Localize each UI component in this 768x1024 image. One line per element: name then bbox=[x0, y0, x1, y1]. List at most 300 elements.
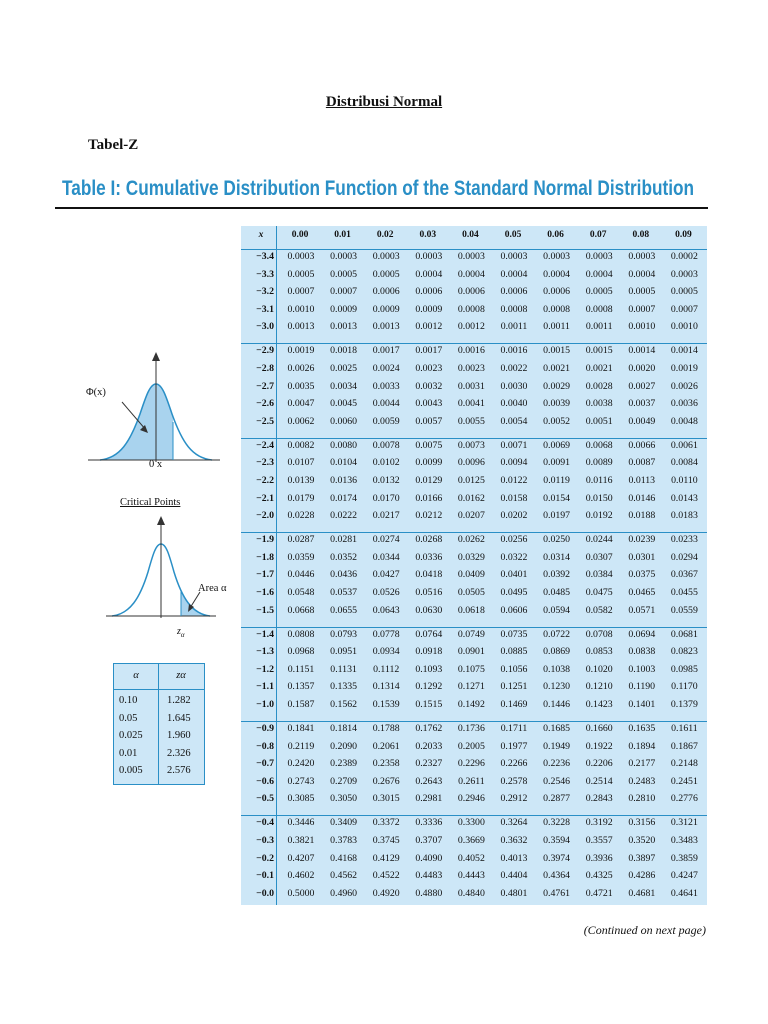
z-table-cell: 0.0068 bbox=[585, 439, 613, 451]
z-table-cell: 0.0143 bbox=[670, 492, 698, 504]
z-table-row bbox=[241, 492, 707, 510]
z-table-cell: 0.0013 bbox=[372, 321, 400, 333]
z-table-cell: 0.1056 bbox=[500, 663, 528, 675]
z-table-cell: 0.0119 bbox=[543, 474, 570, 486]
critical-points-caption: Critical Points bbox=[120, 497, 181, 508]
z-table-cell: 0.2709 bbox=[330, 775, 358, 787]
z-table-cell: 0.0885 bbox=[500, 646, 528, 658]
z-table-cell: 0.3783 bbox=[330, 834, 358, 846]
z-table-cell: 0.0618 bbox=[457, 604, 485, 616]
z-row-label: −1.5 bbox=[256, 604, 274, 616]
z-row-label: −1.6 bbox=[256, 586, 274, 598]
z-table-cell: 0.0087 bbox=[628, 457, 656, 469]
z-table-cell: 0.2451 bbox=[670, 775, 698, 787]
z-table-cell: 0.0427 bbox=[372, 569, 400, 581]
table-heading: Table I: Cumulative Distribution Function of the Standard Normal Distribution bbox=[62, 177, 695, 200]
z-row-label: −2.5 bbox=[256, 415, 274, 427]
z-table-cell: 0.0003 bbox=[457, 251, 485, 262]
z-table-cell: 0.0015 bbox=[585, 345, 613, 357]
z-table-cell: 0.0057 bbox=[415, 415, 443, 427]
z-table-cell: 0.0009 bbox=[330, 303, 358, 315]
z-table-cell: 0.0694 bbox=[628, 628, 656, 640]
z-row-label: −0.3 bbox=[256, 834, 274, 846]
z-table-cell: 0.1635 bbox=[628, 723, 656, 734]
z-table-cell: 0.1515 bbox=[415, 698, 443, 710]
z-table-cell: 0.0035 bbox=[287, 380, 315, 392]
z-row-label: −0.4 bbox=[256, 817, 274, 829]
z-table-cell: 0.1314 bbox=[372, 681, 400, 693]
z-table-cell: 0.4013 bbox=[500, 852, 528, 864]
z-table-cell: 0.0314 bbox=[543, 551, 571, 563]
z-table-cell: 0.0485 bbox=[543, 586, 571, 598]
z-table-cell: 0.0409 bbox=[457, 569, 485, 581]
z-table-cell: 0.0029 bbox=[543, 380, 571, 392]
z-table-row bbox=[241, 439, 707, 457]
z-table-cell: 0.1539 bbox=[372, 698, 400, 710]
z-table-cell: 0.0024 bbox=[372, 362, 400, 374]
critical-alpha-value: 0.025 bbox=[119, 730, 143, 741]
z-table-cell: 0.0005 bbox=[670, 286, 698, 298]
z-table-cell: 0.0668 bbox=[287, 604, 315, 616]
z-row-label: −2.3 bbox=[256, 457, 274, 469]
z-table-cell: 0.0003 bbox=[372, 251, 400, 262]
z-table-cell: 0.0009 bbox=[372, 303, 400, 315]
z-row-label: −1.0 bbox=[256, 698, 274, 710]
z-row-label: −0.5 bbox=[256, 793, 274, 805]
z-table-cell: 0.0073 bbox=[457, 439, 485, 451]
z-table-cell: 0.0166 bbox=[415, 492, 443, 504]
z-table-cell: 0.0096 bbox=[457, 457, 485, 469]
z-table-cell: 0.2327 bbox=[415, 758, 443, 770]
z-table-cell: 0.0004 bbox=[628, 268, 656, 280]
z-table-cell: 0.0010 bbox=[628, 321, 656, 333]
cdf-axis-arrow bbox=[152, 352, 160, 361]
z-table-cell: 0.2643 bbox=[415, 775, 443, 787]
z-table-cell: 0.0043 bbox=[415, 398, 443, 410]
z-table-cell: 0.0526 bbox=[372, 586, 400, 598]
z-table-cell: 0.0051 bbox=[585, 415, 613, 427]
z-table-cell: 0.0446 bbox=[287, 569, 315, 581]
z-table-cell: 0.0985 bbox=[670, 663, 698, 675]
z-row-label: −2.4 bbox=[256, 439, 274, 451]
critical-z-value: 1.282 bbox=[167, 695, 191, 706]
z-table-cell: 0.0019 bbox=[670, 362, 698, 374]
z-table-cell: 0.0548 bbox=[287, 586, 315, 598]
z-table-cell: 0.1093 bbox=[415, 663, 443, 675]
z-table-cell: 0.1841 bbox=[287, 723, 315, 734]
z-table-cell: 0.0150 bbox=[585, 492, 613, 504]
z-table-cell: 0.3156 bbox=[628, 817, 656, 829]
z-table-cell: 0.0060 bbox=[330, 415, 358, 427]
z-table-row bbox=[241, 303, 707, 321]
z-table-row bbox=[241, 869, 707, 887]
z-table-cell: 0.3632 bbox=[500, 834, 528, 846]
z-table-row bbox=[241, 509, 707, 527]
z-row-label: −3.0 bbox=[256, 321, 274, 333]
z-column-header: 0.09 bbox=[675, 230, 692, 240]
z-table-cell: 0.0281 bbox=[330, 534, 358, 546]
z-table-cell: 0.4602 bbox=[287, 870, 315, 882]
critical-z-value: 2.326 bbox=[167, 747, 191, 759]
z-table-cell: 0.1271 bbox=[457, 681, 485, 693]
z-table-cell: 0.0146 bbox=[628, 492, 656, 504]
z-table-cell: 0.0110 bbox=[671, 474, 698, 486]
z-table-cell: 0.2005 bbox=[457, 740, 485, 752]
z-table-cell: 0.2061 bbox=[372, 740, 400, 752]
z-table-cell: 0.0192 bbox=[585, 510, 613, 522]
z-table-cell: 0.0384 bbox=[585, 569, 613, 581]
z-table-cell: 0.1131 bbox=[330, 663, 357, 675]
z-table-cell: 0.3336 bbox=[415, 817, 443, 829]
z-table-cell: 0.0005 bbox=[287, 268, 315, 280]
section-label: Tabel-Z bbox=[88, 137, 139, 153]
critical-axis-arrow bbox=[157, 516, 165, 525]
critical-table-row bbox=[114, 695, 204, 712]
z-table-cell: 0.4404 bbox=[500, 870, 528, 882]
z-row-label: −2.2 bbox=[256, 474, 274, 486]
z-table-block bbox=[241, 627, 707, 716]
z-table-block bbox=[241, 815, 707, 904]
z-table-row bbox=[241, 887, 707, 905]
z-table-row bbox=[241, 380, 707, 398]
z-table-cell: 0.0005 bbox=[585, 286, 613, 298]
z-table-cell: 0.0869 bbox=[543, 646, 571, 658]
z-table-cell: 0.0003 bbox=[287, 251, 315, 262]
z-table-cell: 0.0011 bbox=[500, 321, 528, 333]
z-table-cell: 0.0048 bbox=[670, 415, 698, 427]
critical-z-value: 1.645 bbox=[167, 712, 191, 724]
z-table-cell: 0.0027 bbox=[628, 380, 656, 392]
z-table-cell: 0.0016 bbox=[457, 345, 485, 357]
z-table-cell: 0.0006 bbox=[543, 286, 571, 298]
z-table-cell: 0.2743 bbox=[287, 775, 315, 787]
z-table-cell: 0.0158 bbox=[500, 492, 528, 504]
z-table-cell: 0.2676 bbox=[372, 775, 400, 787]
z-column-header: 0.00 bbox=[291, 230, 309, 240]
z-table-row bbox=[241, 834, 707, 852]
z-table-cell: 0.0116 bbox=[585, 474, 613, 486]
z-table-cell: 0.0207 bbox=[457, 510, 485, 522]
z-table-cell: 0.0582 bbox=[585, 604, 613, 616]
z-table-cell: 0.1292 bbox=[415, 681, 443, 693]
z-row-label: −0.0 bbox=[256, 887, 274, 899]
z-table-cell: 0.3409 bbox=[330, 817, 358, 829]
z-table-row bbox=[241, 722, 707, 740]
z-table-cell: 0.0630 bbox=[415, 604, 443, 616]
z-table-cell: 0.0139 bbox=[287, 474, 315, 486]
z-table-cell: 0.4364 bbox=[543, 870, 571, 882]
z-table-cell: 0.0823 bbox=[670, 646, 698, 658]
z-table-cell: 0.4721 bbox=[585, 887, 613, 899]
z-table-cell: 0.0401 bbox=[500, 569, 528, 581]
z-table-cell: 0.0010 bbox=[670, 321, 698, 333]
z-table-cell: 0.0359 bbox=[287, 551, 315, 563]
z-table-cell: 0.0256 bbox=[500, 534, 528, 546]
z-table-cell: 0.0025 bbox=[330, 362, 358, 374]
z-table-row bbox=[241, 285, 707, 303]
z-table-cell: 0.0107 bbox=[287, 457, 315, 469]
z-table-cell: 0.1003 bbox=[628, 663, 656, 675]
z-table-cell: 0.1660 bbox=[585, 723, 613, 734]
z-table-row bbox=[241, 740, 707, 758]
z-row-label: −2.0 bbox=[256, 510, 274, 522]
z-row-label: −3.2 bbox=[256, 286, 274, 298]
z-table-cell: 0.0003 bbox=[585, 251, 613, 262]
z-table-cell: 0.0778 bbox=[372, 628, 400, 640]
z-table-cell: 0.0059 bbox=[372, 415, 400, 427]
z-table-cell: 0.3936 bbox=[585, 852, 613, 864]
z-table-cell: 0.0301 bbox=[628, 551, 656, 563]
z-table-cell: 0.0217 bbox=[372, 510, 400, 522]
z-table-cell: 0.3669 bbox=[457, 834, 485, 846]
z-table-row bbox=[241, 344, 707, 362]
cdf-axis-label: 0 x bbox=[149, 459, 163, 470]
z-table-cell: 0.1788 bbox=[372, 723, 400, 734]
z-table-cell: 0.0418 bbox=[415, 569, 443, 581]
z-table-cell: 0.0021 bbox=[543, 362, 571, 374]
z-table-cell: 0.0026 bbox=[670, 380, 698, 392]
z-table-cell: 0.4641 bbox=[670, 887, 698, 899]
z-table-cell: 0.0352 bbox=[330, 551, 358, 563]
z-table-cell: 0.1685 bbox=[543, 723, 571, 734]
z-table-cell: 0.0008 bbox=[585, 303, 613, 315]
z-table-cell: 0.1379 bbox=[670, 698, 698, 710]
z-row-label: −3.3 bbox=[256, 268, 274, 280]
z-row-label: −1.1 bbox=[256, 681, 274, 693]
z-table-cell: 0.0287 bbox=[287, 534, 315, 546]
z-table-cell: 0.0008 bbox=[543, 303, 571, 315]
z-table-cell: 0.1894 bbox=[628, 740, 656, 752]
z-table-cell: 0.0007 bbox=[628, 303, 656, 315]
z-row-label: −0.2 bbox=[256, 852, 274, 864]
z-table-cell: 0.0075 bbox=[415, 439, 443, 451]
z-table-cell: 0.0017 bbox=[372, 345, 400, 357]
z-table-cell: 0.0047 bbox=[287, 398, 315, 410]
z-table-cell: 0.0104 bbox=[330, 457, 358, 469]
z-table-cell: 0.0014 bbox=[628, 345, 656, 357]
z-column-header: 0.06 bbox=[547, 230, 564, 240]
z-table-cell: 0.0455 bbox=[670, 586, 698, 598]
z-table-cell: 0.0179 bbox=[287, 492, 315, 504]
z-alpha-sub: α bbox=[180, 631, 185, 639]
z-table-row bbox=[241, 362, 707, 380]
z-table-cell: 0.0136 bbox=[330, 474, 358, 486]
z-table-cell: 0.0034 bbox=[330, 380, 358, 392]
z-table-cell: 0.2483 bbox=[628, 775, 656, 787]
z-table-cell: 0.0011 bbox=[585, 321, 613, 333]
z-table-cell: 0.0003 bbox=[670, 268, 698, 280]
z-table-cell: 0.3015 bbox=[372, 793, 400, 805]
z-table-row bbox=[241, 680, 707, 698]
z-table-cell: 0.0041 bbox=[457, 398, 485, 410]
z-table-cell: 0.2033 bbox=[415, 740, 443, 752]
z-table-cell: 0.3085 bbox=[287, 793, 315, 805]
z-table-row bbox=[241, 415, 707, 433]
z-table-cell: 0.1762 bbox=[415, 723, 443, 734]
z-table-cell: 0.0007 bbox=[670, 303, 698, 315]
z-column-header: 0.03 bbox=[419, 230, 437, 240]
z-table-row bbox=[241, 604, 707, 622]
z-table-cell: 0.4880 bbox=[415, 887, 443, 899]
z-table-cell: 0.0033 bbox=[372, 380, 400, 392]
z-table-cell: 0.3594 bbox=[543, 834, 571, 846]
z-table-cell: 0.0643 bbox=[372, 604, 400, 616]
z-row-label: −0.6 bbox=[256, 775, 274, 787]
z-row-label: −2.6 bbox=[256, 398, 274, 410]
z-table-cell: 0.0559 bbox=[670, 604, 698, 616]
z-table-cell: 0.2877 bbox=[543, 793, 571, 805]
z-table-cell: 0.1469 bbox=[500, 698, 528, 710]
z-table-cell: 0.0054 bbox=[500, 415, 528, 427]
z-table-cell: 0.0901 bbox=[457, 646, 485, 658]
z-column-header: 0.02 bbox=[376, 230, 394, 240]
z-table-cell: 0.0005 bbox=[628, 286, 656, 298]
z-table-cell: 0.0006 bbox=[500, 286, 528, 298]
z-table-cell: 0.0045 bbox=[330, 398, 358, 410]
z-row-label: −1.8 bbox=[256, 551, 274, 563]
z-table-cell: 0.1170 bbox=[671, 681, 698, 693]
z-table-cell: 0.3821 bbox=[287, 834, 315, 846]
phi-label: Φ(x) bbox=[86, 387, 106, 398]
z-row-label: −2.1 bbox=[256, 492, 274, 504]
z-table-cell: 0.0003 bbox=[500, 251, 528, 262]
continued-note: (Continued on next page) bbox=[583, 923, 706, 937]
critical-z-value: 2.576 bbox=[167, 765, 191, 776]
critical-alpha-value: 0.005 bbox=[119, 765, 143, 776]
z-table-cell: 0.0071 bbox=[500, 439, 528, 451]
z-table-cell: 0.1867 bbox=[670, 740, 698, 752]
z-row-label: −0.1 bbox=[256, 870, 274, 882]
z-table-cell: 0.0495 bbox=[500, 586, 528, 598]
z-table-cell: 0.0023 bbox=[415, 362, 443, 374]
z-table-cell: 0.0129 bbox=[415, 474, 443, 486]
z-table-cell: 0.0008 bbox=[500, 303, 528, 315]
z-table-cell: 0.0655 bbox=[330, 604, 358, 616]
z-table-cell: 0.1151 bbox=[287, 663, 315, 675]
z-table-cell: 0.0003 bbox=[543, 251, 571, 262]
z-table-cell: 0.4129 bbox=[372, 852, 400, 864]
z-table-block bbox=[241, 343, 707, 432]
z-table-cell: 0.1251 bbox=[500, 681, 528, 693]
z-table-row bbox=[241, 533, 707, 551]
z-row-label: −1.9 bbox=[256, 534, 274, 546]
z-table-cell: 0.0066 bbox=[628, 439, 656, 451]
z-table-cell: 0.0749 bbox=[457, 628, 485, 640]
z-table-cell: 0.0465 bbox=[628, 586, 656, 598]
z-table-cell: 0.0853 bbox=[585, 646, 613, 658]
z-table-row bbox=[241, 474, 707, 492]
z-row-label: −0.9 bbox=[256, 723, 274, 734]
z-column-header: 0.05 bbox=[504, 230, 522, 240]
z-table-cell: 0.0239 bbox=[628, 534, 656, 546]
z-table-cell: 0.1922 bbox=[585, 740, 613, 752]
z-table-cell: 0.0505 bbox=[457, 586, 485, 598]
z-table-cell: 0.0838 bbox=[628, 646, 656, 658]
z-table-block bbox=[241, 438, 707, 527]
z-table-cell: 0.1210 bbox=[585, 681, 613, 693]
z-table-cell: 0.0808 bbox=[287, 628, 315, 640]
z-table-cell: 0.1335 bbox=[330, 681, 358, 693]
z-table-cell: 0.3483 bbox=[670, 834, 698, 846]
z-table-cell: 0.4562 bbox=[330, 870, 358, 882]
z-table-cell: 0.0091 bbox=[543, 457, 571, 469]
z-table-cell: 0.2420 bbox=[287, 758, 315, 770]
z-table-cell: 0.2236 bbox=[543, 758, 571, 770]
critical-table-header bbox=[114, 664, 204, 690]
z-table-cell: 0.0099 bbox=[415, 457, 443, 469]
z-table-cell: 0.0244 bbox=[585, 534, 613, 546]
z-table-cell: 0.0023 bbox=[457, 362, 485, 374]
z-table-cell: 0.0793 bbox=[330, 628, 358, 640]
z-table-cell: 0.0336 bbox=[415, 551, 443, 563]
z-table-cell: 0.0004 bbox=[415, 268, 443, 280]
z-table-cell: 0.0162 bbox=[457, 492, 485, 504]
z-table-cell: 0.0934 bbox=[372, 646, 400, 658]
cdf-figure bbox=[80, 352, 230, 472]
z-table-cell: 0.0004 bbox=[500, 268, 528, 280]
z-table-cell: 0.0003 bbox=[628, 251, 656, 262]
z-table-cell: 0.0918 bbox=[415, 646, 443, 658]
z-table-cell: 0.1611 bbox=[671, 723, 698, 734]
critical-z-value: 1.960 bbox=[167, 730, 191, 741]
z-table-cell: 0.0019 bbox=[287, 345, 315, 357]
z-table-cell: 0.3557 bbox=[585, 834, 613, 846]
z-alpha-main: z bbox=[177, 626, 181, 637]
z-table-cell: 0.3974 bbox=[543, 852, 571, 864]
z-table-cell: 0.0537 bbox=[330, 586, 358, 598]
z-table-cell: 0.2776 bbox=[670, 793, 698, 805]
z-row-label: −2.8 bbox=[256, 362, 274, 374]
z-table-cell: 0.1357 bbox=[287, 681, 315, 693]
z-table-cell: 0.0274 bbox=[372, 534, 400, 546]
z-table-cell: 0.0735 bbox=[500, 628, 528, 640]
z-table-row bbox=[241, 397, 707, 415]
z-table-cell: 0.0037 bbox=[628, 398, 656, 410]
z-table-cell: 0.1075 bbox=[457, 663, 485, 675]
z-row-label: −1.3 bbox=[256, 646, 274, 658]
z-table-row bbox=[241, 816, 707, 834]
z-table-cell: 0.0015 bbox=[543, 345, 571, 357]
z-table-cell: 0.1230 bbox=[543, 681, 571, 693]
z-table-cell: 0.0061 bbox=[670, 439, 698, 451]
z-table-cell: 0.4681 bbox=[628, 887, 656, 899]
z-table-cell: 0.0036 bbox=[670, 398, 698, 410]
z-table-cell: 0.2090 bbox=[330, 740, 358, 752]
z-table-cell: 0.0012 bbox=[415, 321, 443, 333]
z-table-cell: 0.0475 bbox=[585, 586, 613, 598]
z-table-cell: 0.0007 bbox=[330, 286, 358, 298]
z-table-cell: 0.2514 bbox=[585, 775, 613, 787]
z-table-cell: 0.0708 bbox=[585, 628, 613, 640]
z-table-cell: 0.4443 bbox=[457, 870, 485, 882]
z-table-cell: 0.0038 bbox=[585, 398, 613, 410]
z-table-cell: 0.0344 bbox=[372, 551, 400, 563]
critical-alpha-value: 0.01 bbox=[119, 747, 138, 759]
z-table-cell: 0.0233 bbox=[670, 534, 698, 546]
z-table-cell: 0.4286 bbox=[628, 870, 656, 882]
z-row-label: −1.7 bbox=[256, 569, 274, 581]
z-table-block bbox=[241, 249, 707, 338]
z-table-cell: 0.0004 bbox=[543, 268, 571, 280]
z-table-cell: 0.0367 bbox=[670, 569, 698, 581]
z-table-cell: 0.2177 bbox=[628, 758, 656, 770]
z-table-cell: 0.1949 bbox=[543, 740, 571, 752]
z-table-cell: 0.1977 bbox=[500, 740, 528, 752]
z-table-cell: 0.3300 bbox=[457, 817, 485, 829]
z-table-cell: 0.0080 bbox=[330, 439, 358, 451]
z-row-label: −3.4 bbox=[256, 251, 274, 262]
z-table-cell: 0.2546 bbox=[543, 775, 571, 787]
